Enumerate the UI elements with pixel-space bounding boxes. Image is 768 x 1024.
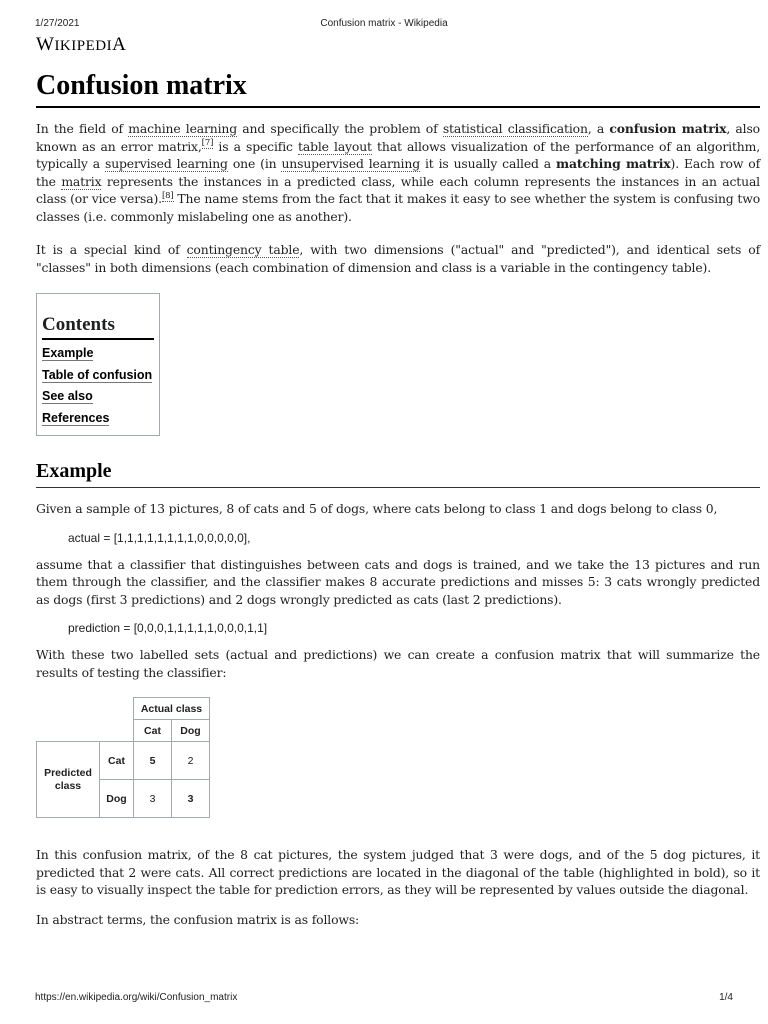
link-machine-learning[interactable]: machine learning: [128, 121, 238, 136]
sample-paragraph: Given a sample of 13 pictures, 8 of cats and 5 of dogs, where cats belong to class 1 and dogs belong to class 0,: [36, 501, 718, 516]
print-header: [35, 18, 733, 32]
print-page-number: 1/4: [719, 992, 733, 1003]
link-table-layout[interactable]: table layout: [298, 138, 372, 154]
predicted-class-header: Predicted class: [37, 742, 100, 818]
cell-cat-cat: 5: [134, 742, 172, 780]
article-content: [36, 34, 760, 928]
print-url: https://en.wikipedia.org/wiki/Confusion_matrix: [35, 992, 238, 1003]
col-header-cat: Cat: [134, 720, 172, 742]
toc-item-references[interactable]: References: [42, 410, 110, 425]
citation-7[interactable]: [7]: [201, 138, 214, 149]
interpretation-paragraph: In this confusion matrix, of the 8 cat pictures, the system judged that 3 were dogs, and of the 5 dog pictures, it predicted that 2 were cats. All correct predictions are located in the diagonal of the table (highlighted in bold), so it is easy to visually inspect the table for prediction errors, as they will be represented by values outside the diagonal.: [36, 847, 760, 897]
table-of-contents: [36, 293, 160, 436]
print-footer: [35, 992, 733, 1006]
link-statistical-classification[interactable]: statistical classification: [442, 121, 588, 136]
labelled-sets-paragraph: With these two labelled sets (actual and predictions) we can create a confusion matrix that will summarize the results of testing the classifier:: [36, 647, 760, 680]
classifier-paragraph: assume that a classifier that distinguishes between cats and dogs is trained, and we take the 13 pictures and run them through the classifier, and the classifier makes 8 accurate predictions and misses 5: 3 cats wrongly predicted as dogs (first 3 predictions) and 2 dogs wrongly predicted as cats (last 2 predictions).: [36, 556, 760, 607]
toc-item-see-also[interactable]: See also: [42, 389, 93, 403]
print-date: 1/27/2021: [35, 18, 80, 29]
toc-title: Contents: [42, 314, 154, 340]
section-heading-example: Example: [36, 458, 760, 488]
cell-cat-dog: 2: [172, 742, 210, 780]
cell-dog-dog: 3: [172, 780, 210, 818]
row-header-cat: Cat: [100, 742, 134, 780]
confusion-matrix-table: [36, 697, 210, 818]
link-unsupervised-learning[interactable]: unsupervised learning: [281, 156, 420, 171]
link-contingency-table[interactable]: contingency table: [186, 242, 300, 257]
contingency-paragraph: It is a special kind of contingency table, with two dimensions ("actual" and "predicted"), and identical sets of "classes" in both dimensions (each combination of dimension and class is a variable in the contingency table).: [36, 242, 761, 275]
toc-item-table-of-confusion[interactable]: Table of confusion: [42, 367, 153, 382]
actual-vector: actual = [1,1,1,1,1,1,1,1,0,0,0,0,0],: [68, 530, 251, 545]
abstract-paragraph: In abstract terms, the confusion matrix is as follows:: [36, 911, 360, 927]
cell-dog-cat: 3: [134, 780, 172, 818]
page-title: Confusion matrix: [36, 68, 760, 108]
link-matrix[interactable]: matrix: [61, 173, 102, 189]
intro-paragraph: In the field of machine learning and specifically the problem of statistical classification, a confusion matrix, also known as an error matrix,[7] is a specific table layout that allows visualization of the performance of an algorithm, typically a supervised learning one (in unsupervised learning it is usually called a matching matrix). Each row of the matrix represents the instances in a predicted class, while each column represents the instances in an actual class (or vice versa).[8] The name stems from the fact that it makes it easy to see whether the system is confusing two classes (i.e. commonly mislabeling one as another).: [36, 121, 761, 224]
print-page-title: Confusion matrix - Wikipedia: [320, 18, 448, 29]
toc-item-example[interactable]: Example: [42, 346, 94, 360]
wikipedia-wordmark[interactable]: WIKIPEDIA: [36, 34, 127, 55]
actual-class-header: Actual class: [134, 698, 210, 720]
col-header-dog: Dog: [172, 720, 210, 742]
prediction-vector: prediction = [0,0,0,1,1,1,1,1,0,0,0,1,1]: [68, 621, 268, 635]
row-header-dog: Dog: [100, 780, 134, 818]
link-supervised-learning[interactable]: supervised learning: [104, 156, 228, 171]
citation-8[interactable]: [8]: [161, 190, 174, 201]
